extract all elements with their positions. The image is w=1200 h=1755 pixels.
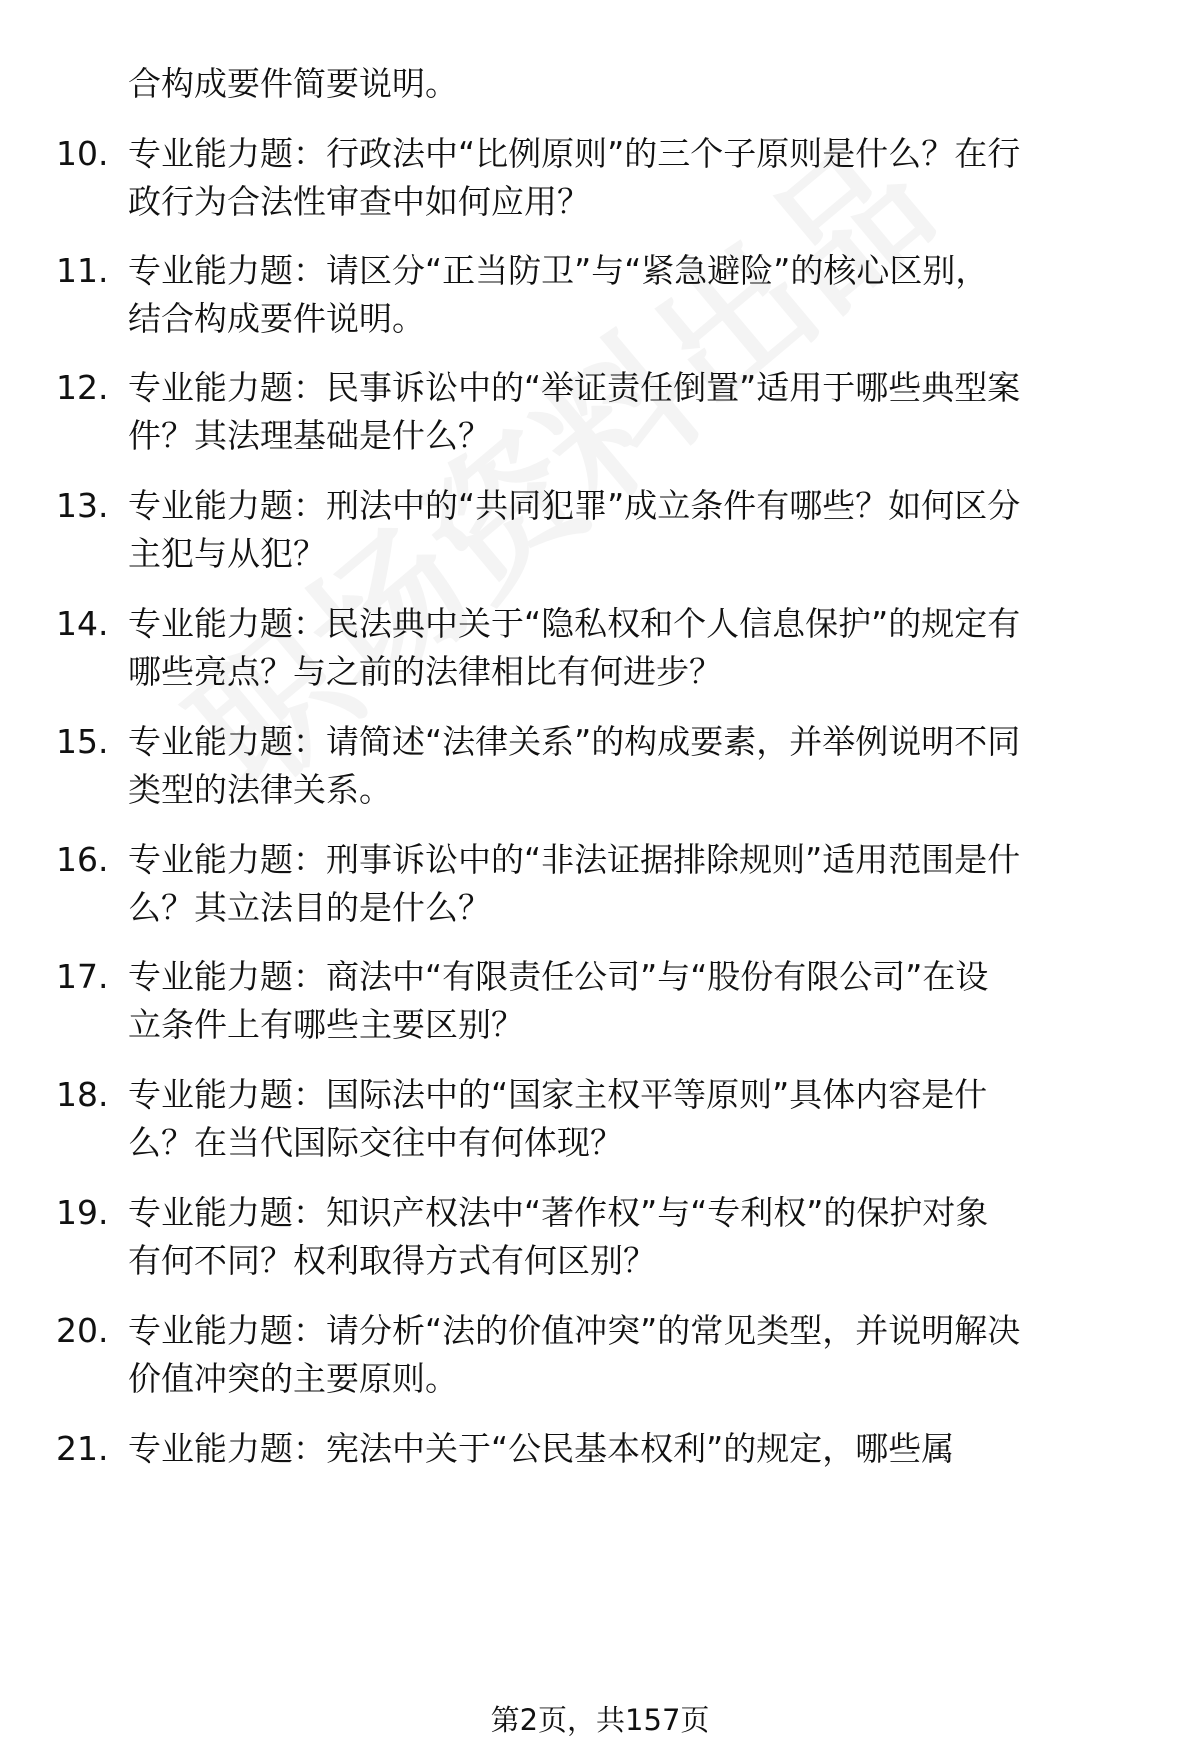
- question-number: 18.: [56, 1075, 109, 1114]
- question-number: 16.: [56, 840, 109, 879]
- question-text-line-2: 结合构成要件说明。: [128, 299, 425, 338]
- question-text-line-2: 政行为合法性审查中如何应用？: [128, 182, 590, 221]
- page-footer: 第2页，共157页: [490, 1703, 710, 1737]
- question-text-line-1: 专业能力题：国际法中的“国家主权平等原则”具体内容是什: [128, 1075, 988, 1114]
- question-text-line-1: 专业能力题：行政法中“比例原则”的三个子原则是什么？在行: [128, 134, 1021, 173]
- question-number: 11.: [56, 251, 109, 290]
- question-number: 17.: [56, 957, 109, 996]
- question-number: 15.: [56, 722, 109, 761]
- question-text-line-1: 专业能力题：刑事诉讼中的“非法证据排除规则”适用范围是什: [128, 840, 1021, 879]
- question-number: 13.: [56, 486, 109, 525]
- question-text-line-2: 价值冲突的主要原则。: [128, 1359, 458, 1398]
- question-text-line-1: 专业能力题：请区分“正当防卫”与“紧急避险”的核心区别，: [128, 251, 989, 290]
- question-text-line-1: 专业能力题：知识产权法中“著作权”与“专利权”的保护对象: [128, 1193, 989, 1232]
- question-text-line-2: 么？在当代国际交往中有何体现？: [128, 1123, 623, 1162]
- question-text-line-1: 专业能力题：民事诉讼中的“举证责任倒置”适用于哪些典型案: [128, 368, 1021, 407]
- question-text-line-1: 专业能力题：刑法中的“共同犯罪”成立条件有哪些？如何区分: [128, 486, 1021, 525]
- question-number: 10.: [56, 134, 109, 173]
- question-number: 21.: [56, 1429, 109, 1468]
- question-text-line-1: 专业能力题：宪法中关于“公民基本权利”的规定，哪些属: [128, 1429, 955, 1468]
- question-number: 20.: [56, 1311, 109, 1350]
- question-text-line-2: 哪些亮点？与之前的法律相比有何进步？: [128, 652, 722, 691]
- question-text-line-2: 主犯与从犯？: [128, 534, 326, 573]
- question-text-line-2: 件？其法理基础是什么？: [128, 416, 491, 455]
- question-text-line-1: 专业能力题：商法中“有限责任公司”与“股份有限公司”在设: [128, 957, 989, 996]
- question-number: 14.: [56, 604, 109, 643]
- question-text-line-2: 么？其立法目的是什么？: [128, 888, 491, 927]
- continuation-text: 合构成要件简要说明。: [128, 64, 458, 103]
- question-number: 19.: [56, 1193, 109, 1232]
- question-text-line-1: 专业能力题：请分析“法的价值冲突”的常见类型，并说明解决: [128, 1311, 1021, 1350]
- question-text-line-1: 专业能力题：请简述“法律关系”的构成要素，并举例说明不同: [128, 722, 1021, 761]
- question-number: 12.: [56, 368, 109, 407]
- question-text-line-2: 有何不同？权利取得方式有何区别？: [128, 1241, 656, 1280]
- question-text-line-2: 立条件上有哪些主要区别？: [128, 1005, 524, 1044]
- question-text-line-2: 类型的法律关系。: [128, 770, 392, 809]
- question-text-line-1: 专业能力题：民法典中关于“隐私权和个人信息保护”的规定有: [128, 604, 1021, 643]
